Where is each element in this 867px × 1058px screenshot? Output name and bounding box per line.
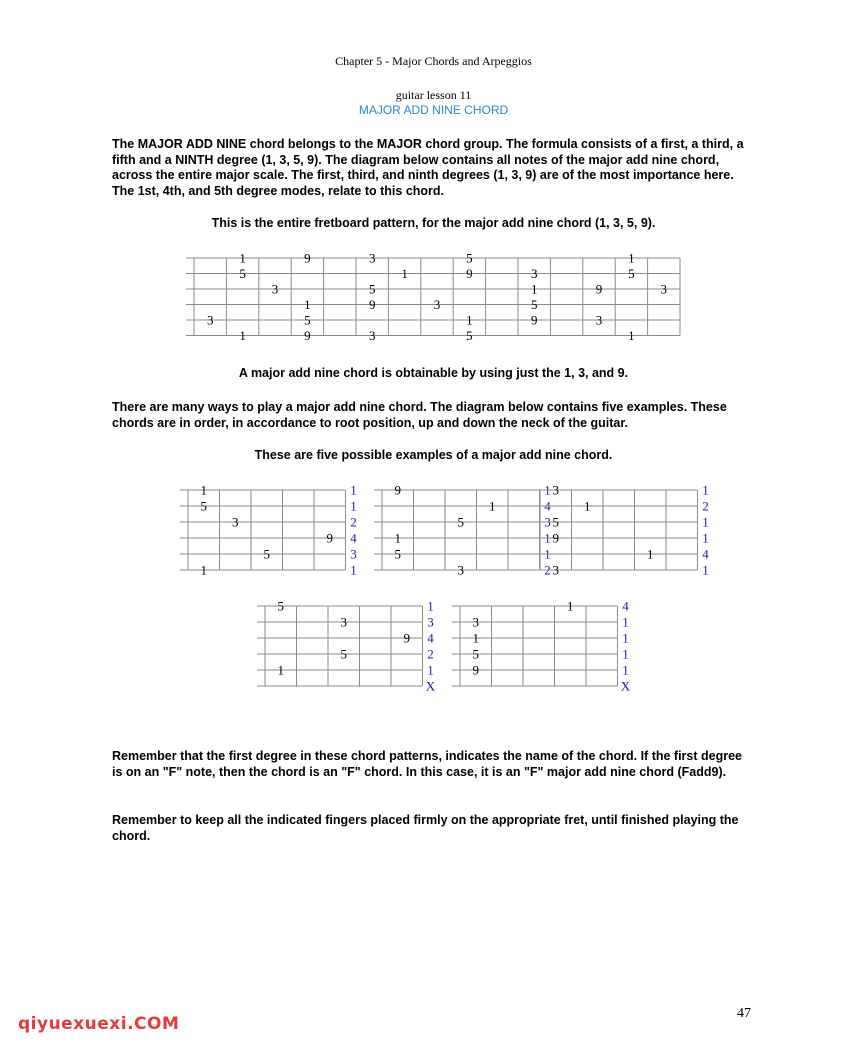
finger-number: 3	[350, 546, 357, 562]
obtain-text: A major add nine chord is obtainable by using just the 1, 3, and 9.	[238, 366, 629, 380]
remember-paragraph-2: Remember to keep all the indicated fingers placed firmly on the appropriate fret, until finished playing the chord.	[112, 813, 739, 843]
note-degree: 3	[271, 281, 279, 297]
chord-diagram-1	[180, 483, 357, 578]
finger-number: X	[620, 678, 631, 694]
note-degree: 3	[368, 250, 376, 266]
finger-number: 4	[702, 546, 709, 562]
note-degree: 1	[647, 546, 654, 562]
remember-paragraph-1: Remember that the first degree in these chord patterns, indicates the name of the chord. If the first degree is on an "F" note, then the chord is an "F" chord. In this case, it is an "F" major add nine chord (Fadd9).	[112, 749, 742, 779]
note-degree: 1	[239, 250, 246, 266]
note-degree: 1	[277, 662, 284, 678]
finger-number: 1	[622, 614, 629, 630]
finger-number: 1	[544, 546, 551, 562]
note-degree: 9	[466, 266, 473, 281]
note-degree: 3	[340, 614, 347, 630]
note-degree: 1	[628, 328, 635, 343]
finger-number: 1	[544, 530, 551, 546]
note-degree: 5	[277, 598, 284, 614]
note-degree: 1	[394, 530, 401, 546]
note-degree: 3	[232, 514, 239, 530]
note-degree: 9	[552, 530, 559, 546]
note-degree: 1	[489, 498, 496, 514]
examples-caption: These are five possible examples of a major add nine chord.	[254, 448, 613, 462]
note-degree: 9	[595, 281, 603, 297]
finger-number: 1	[427, 598, 434, 614]
finger-number: 2	[350, 514, 357, 530]
fretboard-diagram	[186, 251, 680, 344]
finger-number: 4	[427, 630, 434, 646]
chord-diagram-5	[452, 599, 631, 694]
note-degree: 5	[466, 328, 473, 343]
note-degree: 3	[433, 297, 441, 312]
note-degree: 5	[472, 646, 479, 662]
finger-number: 1	[622, 630, 629, 646]
lesson-title: MAJOR ADD NINE CHORD	[358, 103, 509, 117]
note-degree: 9	[326, 530, 333, 546]
note-degree: 5	[394, 546, 401, 562]
page-number: 47	[737, 1006, 751, 1021]
note-degree: 5	[530, 297, 538, 312]
finger-number: X	[425, 678, 436, 694]
note-degree: 5	[304, 312, 311, 328]
note-degree: 9	[530, 312, 538, 328]
chord-diagram-2	[374, 483, 551, 578]
finger-number: 1	[702, 514, 709, 530]
note-degree: 1	[239, 328, 246, 343]
finger-number: 1	[427, 662, 434, 678]
finger-number: 4	[622, 598, 629, 614]
note-degree: 9	[368, 297, 376, 312]
note-degree: 5	[628, 266, 635, 281]
note-degree: 3	[368, 328, 376, 343]
note-degree: 1	[472, 630, 479, 646]
intro-paragraph: The MAJOR ADD NINE chord belongs to the MAJOR chord group. The formula consists of a first, a third, a fifth and a NINTH degree (1, 3, 5, 9). The diagram below contains all notes of the major add nine chord, across the entire major scale. The first, third, and ninth degrees (1, 3, 9) are of the most importance here. The 1st, 4th, and 5th degree modes, relate to this chord.	[112, 137, 744, 198]
note-degree: 1	[200, 482, 207, 498]
note-degree: 3	[530, 266, 538, 281]
note-degree: 9	[304, 250, 311, 266]
note-degree: 9	[403, 630, 410, 646]
fretboard-caption: This is the entire fretboard pattern, for the major add nine chord (1, 3, 5, 9).	[211, 216, 656, 230]
watermark: qiyuexuexi.COM	[18, 1014, 180, 1034]
finger-number: 1	[702, 482, 709, 498]
note-degree: 1	[466, 312, 473, 328]
finger-number: 3	[427, 614, 434, 630]
chord-diagram-4	[257, 599, 436, 694]
finger-number: 1	[702, 562, 709, 578]
note-degree: 9	[394, 482, 401, 498]
note-degree: 1	[584, 498, 591, 514]
finger-number: 1	[544, 482, 551, 498]
finger-number: 1	[702, 530, 709, 546]
note-degree: 5	[466, 250, 473, 266]
finger-number: 2	[702, 498, 709, 514]
note-degree: 3	[206, 312, 214, 328]
note-degree: 3	[457, 562, 464, 578]
note-degree: 5	[239, 266, 246, 281]
note-degree: 1	[200, 562, 207, 578]
note-degree: 3	[552, 562, 559, 578]
finger-number: 2	[544, 562, 551, 578]
note-degree: 3	[660, 281, 668, 297]
finger-number: 1	[350, 498, 357, 514]
note-degree: 5	[552, 514, 559, 530]
note-degree: 3	[552, 482, 559, 498]
note-degree: 5	[200, 498, 207, 514]
finger-number: 3	[544, 514, 551, 530]
finger-number: 1	[350, 482, 357, 498]
finger-number: 1	[622, 662, 629, 678]
finger-number: 1	[350, 562, 357, 578]
note-degree: 9	[304, 328, 311, 343]
note-degree: 5	[368, 281, 376, 297]
note-degree: 1	[530, 281, 538, 297]
note-degree: 3	[595, 312, 603, 328]
note-degree: 1	[567, 598, 574, 614]
lesson-label: guitar lesson 11	[395, 88, 472, 102]
note-degree: 1	[401, 266, 408, 281]
finger-number: 1	[622, 646, 629, 662]
finger-number: 4	[544, 498, 551, 514]
chord-diagram-3	[532, 483, 709, 578]
finger-number: 2	[427, 646, 434, 662]
note-degree: 5	[263, 546, 270, 562]
note-degree: 1	[304, 297, 311, 312]
note-degree: 9	[472, 662, 479, 678]
finger-number: 4	[350, 530, 357, 546]
note-degree: 3	[472, 614, 479, 630]
note-degree: 1	[628, 250, 635, 266]
ways-paragraph: There are many ways to play a major add nine chord. The diagram below contains five examples. These chords are in order, in accordance to root position, up and down the neck of the guitar.	[112, 400, 727, 430]
chapter-header: Chapter 5 - Major Chords and Arpeggios	[335, 54, 532, 68]
note-degree: 5	[457, 514, 464, 530]
note-degree: 5	[340, 646, 347, 662]
